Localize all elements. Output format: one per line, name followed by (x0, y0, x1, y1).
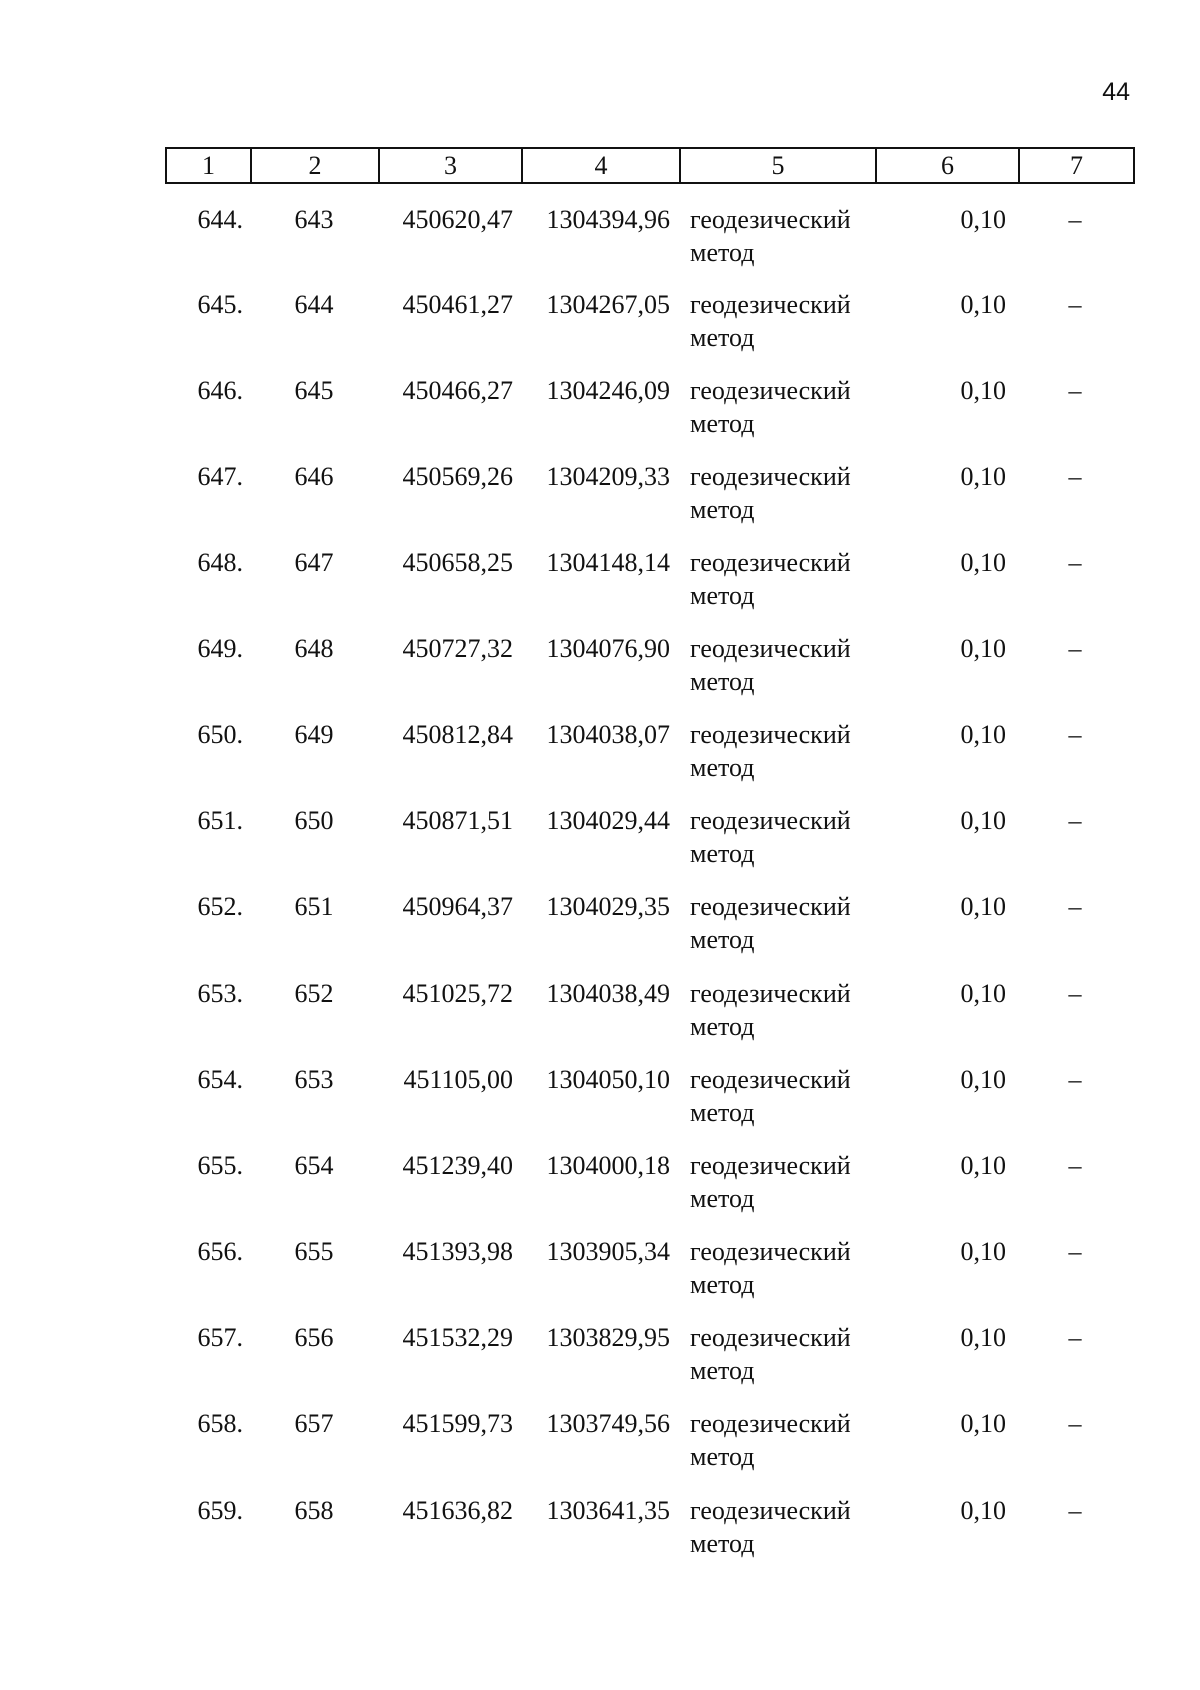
method-line-2: метод (690, 409, 755, 438)
accuracy: 0,10 (960, 205, 1006, 234)
coord-y: 1304029,44 (546, 806, 670, 835)
method-cell (690, 1407, 880, 1473)
note: – (1068, 1237, 1082, 1266)
row-number: 650. (197, 720, 243, 749)
accuracy: 0,10 (960, 720, 1006, 749)
table-row (0, 546, 1200, 631)
row-number: 648. (197, 548, 243, 577)
row-number: 659. (197, 1496, 243, 1525)
note: – (1068, 979, 1082, 1008)
note: – (1068, 462, 1082, 491)
table-row (0, 1321, 1200, 1406)
coord-y: 1304076,90 (546, 634, 670, 663)
note: – (1068, 548, 1082, 577)
accuracy: 0,10 (960, 1496, 1006, 1525)
method-cell (690, 288, 880, 354)
note: – (1068, 634, 1082, 663)
accuracy: 0,10 (960, 634, 1006, 663)
coord-y: 1304050,10 (546, 1065, 670, 1094)
point-number: 648 (294, 634, 334, 663)
method-line-1: геодезический (690, 979, 851, 1008)
accuracy: 0,10 (960, 1323, 1006, 1352)
point-number: 650 (294, 806, 334, 835)
row-number: 651. (197, 806, 243, 835)
table-row (0, 1235, 1200, 1320)
header-col-4: 4 (522, 148, 680, 183)
table-row (0, 374, 1200, 459)
table-row (0, 804, 1200, 889)
header-col-3: 3 (379, 148, 522, 183)
header-col-5: 5 (680, 148, 876, 183)
method-cell (690, 374, 880, 440)
coord-x: 450569,26 (402, 462, 513, 491)
method-cell (690, 890, 880, 956)
method-line-2: метод (690, 1270, 755, 1299)
note: – (1068, 806, 1082, 835)
point-number: 646 (294, 462, 334, 491)
method-line-1: геодезический (690, 634, 851, 663)
method-line-2: метод (690, 1012, 755, 1041)
coord-y: 1304029,35 (546, 892, 670, 921)
method-line-2: метод (690, 581, 755, 610)
method-cell (690, 1494, 880, 1560)
page-number: 44 (1102, 78, 1130, 106)
method-line-2: метод (690, 1098, 755, 1127)
note: – (1068, 892, 1082, 921)
coord-y: 1304038,49 (546, 979, 670, 1008)
row-number: 654. (197, 1065, 243, 1094)
note: – (1068, 1151, 1082, 1180)
coord-x: 451599,73 (402, 1409, 513, 1438)
coord-x: 450871,51 (402, 806, 513, 835)
coord-x: 450466,27 (402, 376, 513, 405)
method-cell (690, 718, 880, 784)
method-cell (690, 203, 880, 269)
row-number: 657. (197, 1323, 243, 1352)
coord-x: 451532,29 (402, 1323, 513, 1352)
coord-y: 1303829,95 (546, 1323, 670, 1352)
coord-x: 450658,25 (402, 548, 513, 577)
point-number: 658 (294, 1496, 334, 1525)
method-line-2: метод (690, 1356, 755, 1385)
method-line-1: геодезический (690, 1151, 851, 1180)
row-number: 652. (197, 892, 243, 921)
point-number: 644 (294, 290, 334, 319)
point-number: 654 (294, 1151, 334, 1180)
table-row (0, 718, 1200, 803)
accuracy: 0,10 (960, 1409, 1006, 1438)
header-row (166, 148, 1134, 183)
method-line-1: геодезический (690, 1323, 851, 1352)
method-line-2: метод (690, 925, 755, 954)
coord-x: 451239,40 (402, 1151, 513, 1180)
method-cell (690, 546, 880, 612)
row-number: 656. (197, 1237, 243, 1266)
point-number: 647 (294, 548, 334, 577)
row-number: 645. (197, 290, 243, 319)
coord-y: 1304038,07 (546, 720, 670, 749)
note: – (1068, 1065, 1082, 1094)
accuracy: 0,10 (960, 806, 1006, 835)
note: – (1068, 720, 1082, 749)
coord-x: 450727,32 (402, 634, 513, 663)
table-header (165, 147, 1135, 184)
method-line-1: геодезический (690, 1237, 851, 1266)
table-row (0, 1149, 1200, 1234)
method-line-1: геодезический (690, 1409, 851, 1438)
method-line-2: метод (690, 753, 755, 782)
coord-y: 1304246,09 (546, 376, 670, 405)
point-number: 651 (294, 892, 334, 921)
point-number: 643 (294, 205, 334, 234)
accuracy: 0,10 (960, 376, 1006, 405)
table-row (0, 977, 1200, 1062)
method-cell (690, 804, 880, 870)
table-row (0, 1063, 1200, 1148)
note: – (1068, 1323, 1082, 1352)
point-number: 645 (294, 376, 334, 405)
coord-y: 1304148,14 (546, 548, 670, 577)
row-number: 658. (197, 1409, 243, 1438)
method-cell (690, 1321, 880, 1387)
method-line-2: метод (690, 495, 755, 524)
coord-x: 451105,00 (403, 1065, 513, 1094)
note: – (1068, 376, 1082, 405)
accuracy: 0,10 (960, 979, 1006, 1008)
row-number: 644. (197, 205, 243, 234)
accuracy: 0,10 (960, 1237, 1006, 1266)
method-line-1: геодезический (690, 720, 851, 749)
table-row (0, 460, 1200, 545)
coord-y: 1303641,35 (546, 1496, 670, 1525)
coord-y: 1304267,05 (546, 290, 670, 319)
method-cell (690, 1235, 880, 1301)
table-row (0, 632, 1200, 717)
point-number: 657 (294, 1409, 334, 1438)
accuracy: 0,10 (960, 892, 1006, 921)
header-col-2: 2 (251, 148, 379, 183)
accuracy: 0,10 (960, 462, 1006, 491)
coord-y: 1304209,33 (546, 462, 670, 491)
method-line-1: геодезический (690, 290, 851, 319)
method-line-2: метод (690, 1442, 755, 1471)
note: – (1068, 290, 1082, 319)
coord-x: 451636,82 (402, 1496, 513, 1525)
method-line-2: метод (690, 667, 755, 696)
coord-y: 1304394,96 (546, 205, 670, 234)
method-line-2: метод (690, 1529, 755, 1558)
method-line-1: геодезический (690, 892, 851, 921)
row-number: 653. (197, 979, 243, 1008)
table-row (0, 288, 1200, 373)
method-cell (690, 1063, 880, 1129)
method-cell (690, 632, 880, 698)
method-line-1: геодезический (690, 376, 851, 405)
row-number: 647. (197, 462, 243, 491)
method-line-1: геодезический (690, 205, 851, 234)
method-line-1: геодезический (690, 806, 851, 835)
header-col-6: 6 (876, 148, 1019, 183)
method-line-2: метод (690, 238, 755, 267)
coord-x: 450620,47 (402, 205, 513, 234)
coord-x: 450964,37 (402, 892, 513, 921)
coord-x: 450812,84 (402, 720, 513, 749)
method-line-1: геодезический (690, 462, 851, 491)
point-number: 649 (294, 720, 334, 749)
point-number: 655 (294, 1237, 334, 1266)
method-line-1: геодезический (690, 548, 851, 577)
method-line-2: метод (690, 839, 755, 868)
table-row (0, 203, 1200, 288)
method-cell (690, 460, 880, 526)
coord-y: 1303905,34 (546, 1237, 670, 1266)
table-row (0, 1407, 1200, 1492)
table-row (0, 890, 1200, 975)
coord-x: 451393,98 (402, 1237, 513, 1266)
method-line-2: метод (690, 323, 755, 352)
row-number: 646. (197, 376, 243, 405)
point-number: 653 (294, 1065, 334, 1094)
method-line-1: геодезический (690, 1496, 851, 1525)
point-number: 652 (294, 979, 334, 1008)
method-cell (690, 977, 880, 1043)
coord-y: 1304000,18 (546, 1151, 670, 1180)
method-cell (690, 1149, 880, 1215)
header-col-7: 7 (1019, 148, 1134, 183)
accuracy: 0,10 (960, 1065, 1006, 1094)
accuracy: 0,10 (960, 1151, 1006, 1180)
point-number: 656 (294, 1323, 334, 1352)
table-row (0, 1494, 1200, 1579)
header-col-1: 1 (166, 148, 251, 183)
coord-x: 450461,27 (402, 290, 513, 319)
method-line-1: геодезический (690, 1065, 851, 1094)
row-number: 655. (197, 1151, 243, 1180)
method-line-2: метод (690, 1184, 755, 1213)
note: – (1068, 1409, 1082, 1438)
coord-y: 1303749,56 (546, 1409, 670, 1438)
coord-x: 451025,72 (402, 979, 513, 1008)
accuracy: 0,10 (960, 290, 1006, 319)
note: – (1068, 1496, 1082, 1525)
note: – (1068, 205, 1082, 234)
accuracy: 0,10 (960, 548, 1006, 577)
row-number: 649. (197, 634, 243, 663)
